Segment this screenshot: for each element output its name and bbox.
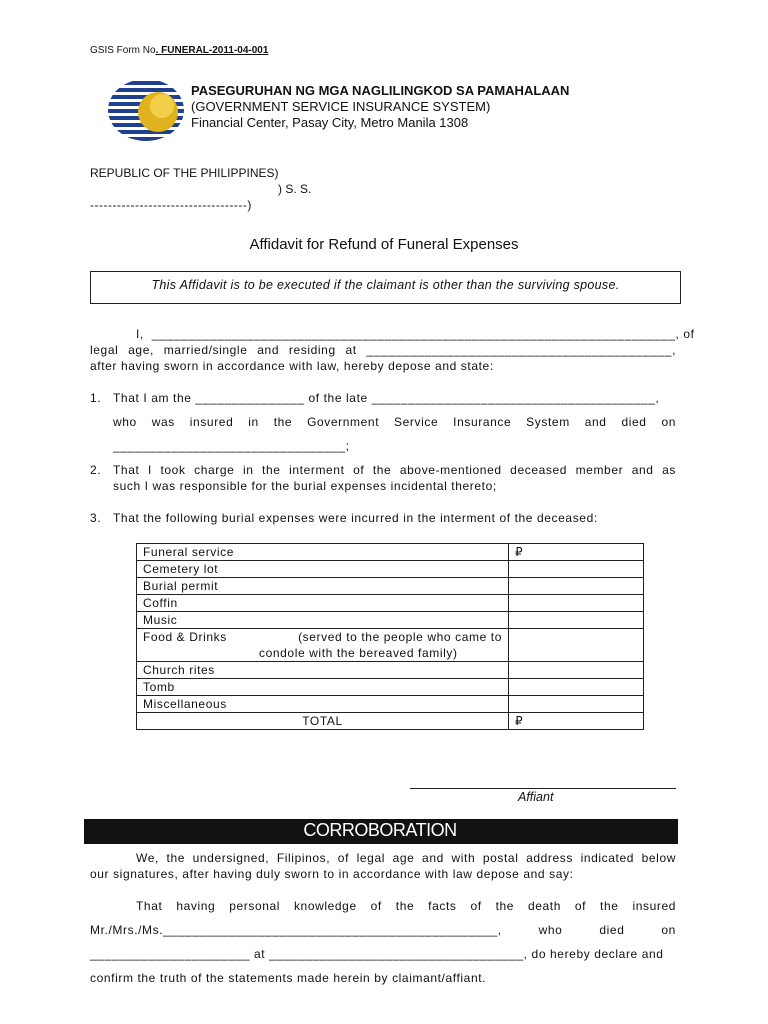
item-1-number: 1.	[90, 391, 102, 405]
intro-line-1: I, ________________________________________________________________________, of	[136, 327, 695, 341]
table-row	[137, 629, 644, 662]
expense-amount-field[interactable]	[509, 696, 644, 713]
intro-line-2: legal age, married/single and residing at __________________________________________,	[90, 343, 676, 357]
item-3-line-a: That the following burial expenses were incurred in the interment of the deceased:	[113, 511, 598, 525]
expense-label: Music	[137, 612, 509, 629]
item-2-line-b: such I was responsible for the burial expenses incidental thereto;	[113, 479, 497, 493]
total-amount-field[interactable]: ₽	[509, 713, 644, 730]
document-title: Affidavit for Refund of Funeral Expenses	[249, 236, 519, 253]
expense-label: Church rites	[137, 662, 509, 679]
expense-label: Miscellaneous	[137, 696, 509, 713]
corroboration-p1-line-a: We, the undersigned, Filipinos, of legal age and with postal address indicated below	[136, 851, 676, 865]
item-1-line-a: That I am the _______________ of the late _______________________________________,	[113, 391, 660, 405]
expense-label: Tomb	[137, 679, 509, 696]
expense-amount-field[interactable]	[509, 578, 644, 595]
expenses-table	[136, 543, 644, 730]
expense-amount-field[interactable]: ₽	[509, 544, 644, 561]
venue-dashes: -----------------------------------)	[90, 198, 252, 212]
gsis-logo-icon	[106, 78, 188, 142]
corroboration-p2-line-b: Mr./Mrs./Ms.______________________________________________, who died on	[90, 923, 676, 937]
expense-amount-field[interactable]	[509, 662, 644, 679]
corroboration-heading: CORROBORATION	[303, 820, 457, 840]
expense-label: Burial permit	[137, 578, 509, 595]
table-row	[137, 561, 644, 578]
venue-ss: ) S. S.	[278, 182, 312, 196]
corroboration-p2-line-a: That having personal knowledge of the facts of the death of the insured	[136, 899, 676, 913]
corroboration-p2-line-c: ______________________ at ___________________________________, do hereby declare and	[90, 947, 664, 961]
table-row	[137, 544, 644, 561]
expense-label-food: Food & Drinks (served to the people who came to condole with the bereaved family)	[137, 629, 509, 662]
instruction-note: This Affidavit is to be executed if the claimant is other than the surviving spouse.	[90, 271, 681, 304]
item-1-line-b: who was insured in the Government Service Insurance System and died on	[113, 415, 676, 429]
affiant-label: Affiant	[518, 790, 554, 804]
table-row-total	[137, 713, 644, 730]
expense-amount-field[interactable]	[509, 561, 644, 578]
agency-address: Financial Center, Pasay City, Metro Manila 1308	[191, 115, 469, 130]
expense-amount-field[interactable]	[509, 679, 644, 696]
expense-amount-field[interactable]	[509, 595, 644, 612]
table-row	[137, 612, 644, 629]
item-2-number: 2.	[90, 463, 102, 477]
affiant-signature-line[interactable]	[410, 782, 676, 789]
agency-english-name: (GOVERNMENT SERVICE INSURANCE SYSTEM)	[191, 99, 491, 114]
table-row	[137, 578, 644, 595]
venue-republic: REPUBLIC OF THE PHILIPPINES)	[90, 166, 279, 180]
form-code: FUNERAL-2011-04-001	[161, 45, 269, 56]
expense-amount-field[interactable]	[509, 612, 644, 629]
agency-name: PASEGURUHAN NG MGA NAGLILINGKOD SA PAMAHALAAN	[191, 83, 570, 98]
corroboration-banner-edge	[676, 819, 678, 844]
expense-label: Coffin	[137, 595, 509, 612]
form-number: GSIS Form No. FUNERAL-2011-04-001	[90, 45, 269, 56]
expense-label: Funeral service	[137, 544, 509, 561]
expense-label: Cemetery lot	[137, 561, 509, 578]
item-1-line-c: ________________________________;	[113, 439, 350, 453]
corroboration-p2-line-d: confirm the truth of the statements made herein by claimant/affiant.	[90, 971, 487, 985]
table-row	[137, 679, 644, 696]
item-2-line-a: That I took charge in the interment of the above-mentioned deceased member and as	[113, 463, 676, 477]
table-row	[137, 696, 644, 713]
expense-amount-field[interactable]	[509, 629, 644, 662]
table-row	[137, 595, 644, 612]
intro-line-3: after having sworn in accordance with law, hereby depose and state:	[90, 359, 494, 373]
table-row	[137, 662, 644, 679]
item-3-number: 3.	[90, 511, 102, 525]
corroboration-p1-line-b: our signatures, after having duly sworn to in accordance with law depose and say:	[90, 867, 574, 881]
total-label: TOTAL	[137, 713, 509, 730]
